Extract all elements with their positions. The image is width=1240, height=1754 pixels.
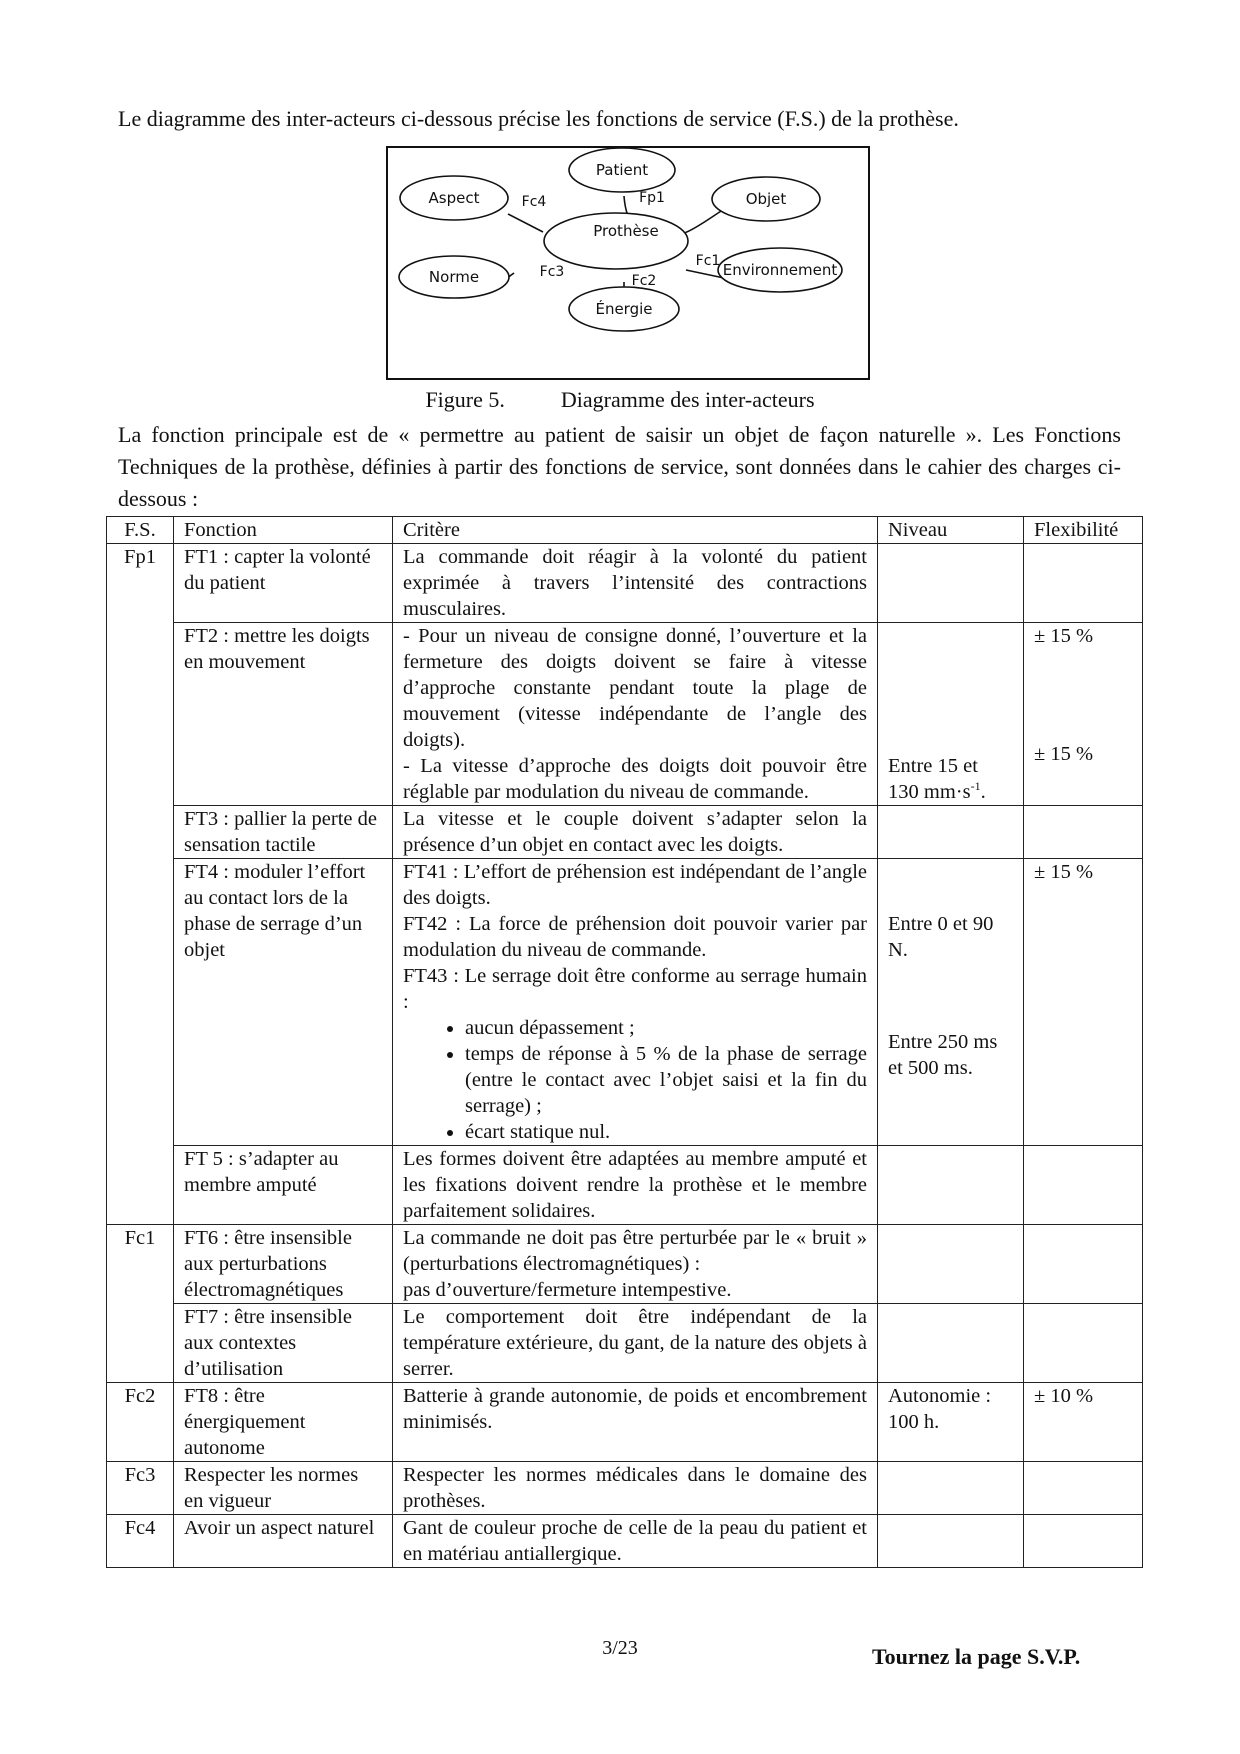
niveau-cell xyxy=(878,1462,1024,1515)
critere-cell xyxy=(393,1225,878,1304)
table-row xyxy=(107,1146,1143,1225)
critere-cell: Les formes doivent être adaptées au membre amputé et les fixations doivent rendre la prothèse et le membre parfaitement solidaires. xyxy=(393,1146,878,1225)
flexibilite-cell: ± 10 % xyxy=(1024,1383,1143,1462)
fonction-cell: FT3 : pallier la perte de sensation tactile xyxy=(174,806,393,859)
critere-cell: La commande doit réagir à la volonté du patient exprimée à travers l’intensité des contractions musculaires. xyxy=(393,544,878,623)
flex-text: ± 15 % xyxy=(1034,625,1094,647)
critere-text: La commande ne doit pas être perturbée par le « bruit » (perturbations électromagnétiques) : xyxy=(403,1227,867,1275)
niveau-cell xyxy=(878,623,1024,806)
node-environnement-label: Environnement xyxy=(722,261,838,279)
fonction-cell: Respecter les normes en vigueur xyxy=(174,1462,393,1515)
fonction-cell: FT1 : capter la volonté du patient xyxy=(174,544,393,623)
critere-text: - La vitesse d’approche des doigts doit pouvoir être réglable par modulation du niveau de commande. xyxy=(403,755,867,803)
page-number: 3/23 xyxy=(602,1637,638,1659)
interactor-diagram xyxy=(386,146,870,380)
table-row xyxy=(107,623,1143,806)
niveau-cell xyxy=(878,1515,1024,1568)
critere-cell xyxy=(393,623,878,806)
critere-cell: La vitesse et le couple doivent s’adapter selon la présence d’un objet en contact avec les doigts. xyxy=(393,806,878,859)
niveau-cell xyxy=(878,1225,1024,1304)
flexibilite-cell xyxy=(1024,1304,1143,1383)
link-fc4-label: Fc4 xyxy=(521,194,547,210)
main-paragraph: La fonction principale est de « permettre au patient de saisir un objet de façon naturelle ». Les Fonctions Techniques de la prothèse, définies à partir des fonctions de service, sont données dans le cahier des charges ci-dessous : xyxy=(118,422,1121,511)
header-flexibilite: Flexibilité xyxy=(1024,517,1143,544)
table-row xyxy=(107,1225,1143,1304)
critere-text: - Pour un niveau de consigne donné, l’ouverture et la fermeture des doigts doivent se faire à vitesse d’approche constante pendant toute la plage de mouvement (vitesse indépendante de l’angle des doigts). xyxy=(403,625,867,751)
header-critere: Critère xyxy=(393,517,878,544)
node-patient-label: Patient xyxy=(595,161,649,179)
critere-cell: Le comportement doit être indépendant de la température extérieure, du gant, de la nature des objets à serrer. xyxy=(393,1304,878,1383)
niveau-cell: Autonomie : 100 h. xyxy=(878,1383,1024,1462)
fonction-cell: FT2 : mettre les doigts en mouvement xyxy=(174,623,393,806)
flex-text: ± 15 % xyxy=(1034,743,1094,765)
node-aspect-label: Aspect xyxy=(428,189,480,207)
fs-cell-fc4: Fc4 xyxy=(107,1515,174,1568)
table-row xyxy=(107,806,1143,859)
critere-cell: Batterie à grande autonomie, de poids et encombrement minimisés. xyxy=(393,1383,878,1462)
fonction-cell: FT4 : moduler l’effort au contact lors de la phase de serrage d’un objet xyxy=(174,859,393,1146)
fs-cell-fc2: Fc2 xyxy=(107,1383,174,1462)
critere-text: FT41 : L’effort de préhension est indépendant de l’angle des doigts. xyxy=(403,861,867,909)
fonction-cell: FT7 : être insensible aux contextes d’utilisation xyxy=(174,1304,393,1383)
niveau-cell xyxy=(878,806,1024,859)
link-fp1-label: Fp1 xyxy=(639,190,665,206)
flexibilite-cell xyxy=(1024,1462,1143,1515)
critere-cell: Respecter les normes médicales dans le domaine des prothèses. xyxy=(393,1462,878,1515)
fonction-cell: FT6 : être insensible aux perturbations électromagnétiques xyxy=(174,1225,393,1304)
list-item: • temps de réponse à 5 % de la phase de serrage (entre le contact avec l’objet saisi et la fin du serrage) ; xyxy=(465,1041,867,1119)
table-header-row xyxy=(107,517,1143,544)
table-row xyxy=(107,1304,1143,1383)
niveau-cell xyxy=(878,859,1024,1146)
flexibilite-cell xyxy=(1024,623,1143,806)
list-item: • aucun dépassement ; xyxy=(465,1015,867,1041)
figure-title: Diagramme des inter-acteurs xyxy=(560,387,815,412)
bullet-list xyxy=(403,1015,867,1145)
intro-text: Le diagramme des inter-acteurs ci-dessous précise les fonctions de service (F.S.) de la prothèse. xyxy=(118,106,959,131)
link-fc4-line xyxy=(508,214,543,232)
critere-text: pas d’ouverture/fermeture intempestive. xyxy=(403,1279,732,1301)
niveau-end: . xyxy=(980,781,986,803)
list-item: • écart statique nul. xyxy=(465,1119,867,1145)
table-row xyxy=(107,1383,1143,1462)
fs-cell-fc1: Fc1 xyxy=(107,1225,174,1383)
link-fc1-label: Fc1 xyxy=(695,253,721,269)
header-niveau: Niveau xyxy=(878,517,1024,544)
flexibilite-cell xyxy=(1024,1146,1143,1225)
niveau-cell xyxy=(878,544,1024,623)
niveau-text: Entre 250 ms et 500 ms. xyxy=(888,1031,998,1079)
fonction-cell: FT 5 : s’adapter au membre amputé xyxy=(174,1146,393,1225)
critere-text: FT42 : La force de préhension doit pouvoir varier par modulation du niveau de commande. xyxy=(403,913,867,961)
specifications-table xyxy=(106,516,1143,1568)
critere-cell xyxy=(393,859,878,1146)
header-fonction: Fonction xyxy=(174,517,393,544)
node-prothese-label: Prothèse xyxy=(593,222,659,240)
critere-text: FT43 : Le serrage doit être conforme au serrage humain : xyxy=(403,965,867,1013)
figure-caption xyxy=(0,387,1240,413)
node-norme-label: Norme xyxy=(428,268,480,286)
niveau-text: Entre 0 et 90 N. xyxy=(888,913,994,961)
node-energie-label: Énergie xyxy=(595,300,653,318)
table-row xyxy=(107,859,1143,1146)
figure-number: Figure 5. xyxy=(425,387,505,412)
flexibilite-cell xyxy=(1024,806,1143,859)
niveau-cell xyxy=(878,1146,1024,1225)
table-row xyxy=(107,544,1143,623)
fs-cell-fp1: Fp1 xyxy=(107,544,174,1225)
fonction-cell: FT8 : être énergiquement autonome xyxy=(174,1383,393,1462)
header-fs: F.S. xyxy=(107,517,174,544)
flexibilite-cell xyxy=(1024,1225,1143,1304)
flexibilite-cell xyxy=(1024,544,1143,623)
fs-cell-fc3: Fc3 xyxy=(107,1462,174,1515)
footer-note: Tournez la page S.V.P. xyxy=(872,1644,1081,1669)
niveau-text: Entre 15 et 130 mm·s xyxy=(888,755,978,803)
niveau-cell xyxy=(878,1304,1024,1383)
table-row xyxy=(107,1462,1143,1515)
node-objet-label: Objet xyxy=(745,190,787,208)
flexibilite-cell xyxy=(1024,1515,1143,1568)
fonction-cell: Avoir un aspect naturel xyxy=(174,1515,393,1568)
niveau-exponent: -1 xyxy=(970,779,981,794)
critere-cell: Gant de couleur proche de celle de la peau du patient et en matériau antiallergique. xyxy=(393,1515,878,1568)
flexibilite-cell: ± 15 % xyxy=(1024,859,1143,1146)
table-row xyxy=(107,1515,1143,1568)
link-fc2-label: Fc2 xyxy=(631,273,657,289)
link-fc3-label: Fc3 xyxy=(539,264,565,280)
